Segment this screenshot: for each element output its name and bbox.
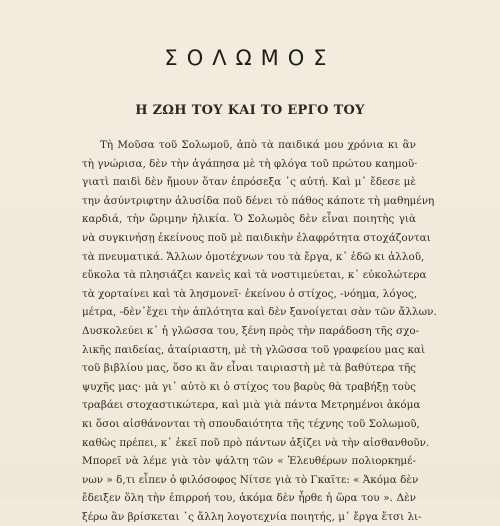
- text-line: κι ὅσοι αἰσθάνονται τὴ σπουδαιότητα τῆς τέχνης τοῦ Σολωμοῦ,: [82, 417, 420, 430]
- text-line: Μπορεῖ νὰ λέμε γιὰ τὸν ψάλτη τῶν « Ἐλευθέρων πολιορκημέ-: [82, 455, 416, 468]
- text-line: τοῦ βιβλίου μας, ὅσο κι ἂν εἶναι ταιριαστὴ μὲ τὰ βαθύτερα τῆς: [82, 362, 416, 375]
- body-text: [82, 136, 437, 526]
- text-line: Τὴ Μοῦσα τοῦ Σολωμοῦ, ἀπὸ τὰ παιδικά μου χρόνια κι ἂν: [100, 139, 416, 151]
- text-line: ξέρω ἂν βρίσκεται ᾽ς ἄλλη λογοτεχνία ποιητής, μ᾽ ἔργα ἔτσι λι-: [82, 510, 422, 523]
- text-line: καθὼς πρέπει, κ᾽ ἐκεῖ ποῦ πρὸ πάντων ἀξίζει νὰ τὴν αἰσθανθοῦν.: [82, 436, 430, 449]
- chapter-subtitle: Η ΖΩΗ ΤΟΥ ΚΑΙ ΤΟ ΕΡΓΟ ΤΟΥ: [135, 103, 365, 118]
- text-line: ψυχῆς μας· μὰ γι᾽ αὐτὸ κι ὁ στίχος του βαρὺς θὰ τραβήξῃ τοὺς: [82, 380, 416, 393]
- text-line: λικῆς παιδείας, ἀταίριαστη, μὲ τὴ γλῶσσα τοῦ γραφείου μας καὶ: [82, 343, 426, 356]
- text-line: τὴ γνώρισα, δὲν τὴν ἀγάπησα μὲ τὴ φλόγα τοῦ πρώτου καημοῦ·: [82, 157, 418, 170]
- text-line: τὰ πνευματικά. Ἄλλων ὁμοτέχνων του τὰ ἔργα, κ᾽ ἐδῶ κι ἀλλοῦ,: [82, 250, 425, 263]
- text-line: τὰ χορταίνει καὶ τὰ λησμονεῖ· ἐκείνου ὁ στίχος, -νόημα, λόγος,: [82, 287, 418, 300]
- text-line: γιατὶ παιδὶ δὲν ἤμουν ὅταν ἐπρόσεξα ᾽ς αὐτή. Καὶ μ᾽ ἔδεσε μὲ: [82, 176, 416, 189]
- text-line: τραβάει στοχαστικώτερα, καὶ μιὰ γιὰ πάντα Μετρημένοι ἀκόμα: [82, 399, 421, 412]
- text-line: εὔκολα τὰ πλησιάζει κανεὶς καὶ τὰ νοστιμεύεται, κ᾽ εὐκολώτερα: [82, 269, 427, 282]
- page-title: ΣΟΛΩΜΟΣ: [164, 46, 336, 70]
- text-line: Δυσκολεύει κ᾽ ἡ γλῶσσα του, ξένη πρὸς τὴν παράδοση τῆς σχο-: [82, 324, 420, 337]
- text-line: την ἀσύντριφτην ἁλυσίδα ποῦ δένει τὸ πάθος κάποτε τὴ μαθημένη: [82, 194, 435, 207]
- text-line: νὰ συγκινήσῃ ἐκείνους ποῦ μὲ παιδικὴν ἐλαφρότητα στοχάζονται: [82, 231, 431, 244]
- text-line: νων » δ,τι εἶπεν ὁ φιλόσοφος Νίτσε γιὰ τὸ Γκαῖτε: « Ἀκόμα δὲν: [82, 473, 419, 486]
- text-line: μέτρα, -δὲν᾽ἔχει τὴν ἁπλότητα καὶ δὲν ξανοίγεται σὰν τῶν ἄλλων.: [82, 306, 437, 319]
- text-line: ἔδειξεν ὅλη τὴν ἐπιρροή του, ἀκόμα δὲν ἦρθε ἡ ὥρα του ». Δὲν: [82, 492, 416, 505]
- text-line: καρδιά, τὴν ὥριμην ἡλικία. Ὁ Σολωμὸς δὲν εἶναι ποιητὴς γιὰ: [82, 213, 416, 226]
